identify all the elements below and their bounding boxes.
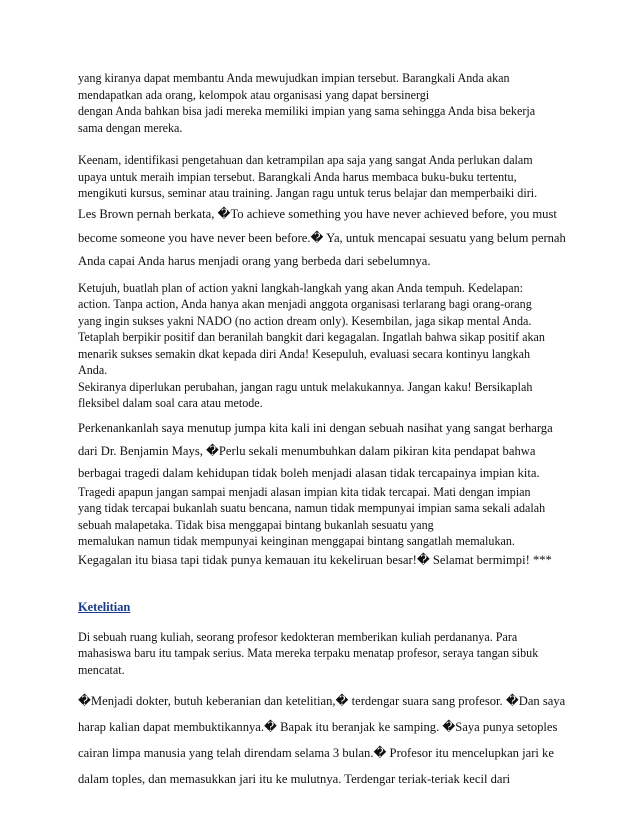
text-line: berbagai tragedi dalam kehidupan tidak boleh menjadi alasan tidak tercapainya impian kita.: [78, 465, 540, 480]
text-line: action. Tanpa action, Anda hanya akan menjadi anggota organisasi terlarang bagi orang-orang: [78, 297, 532, 311]
text-line: Ketujuh, buatlah plan of action yakni langkah-langkah yang akan Anda tempuh. Kedelapan:: [78, 280, 523, 295]
text-line: Anda capai Anda harus menjadi orang yang berbeda dari sebelumnya.: [78, 253, 431, 268]
text-line: dalam toples, dan memasukkan jari itu ke mulutnya. Terdengar teriak-teriak kecil dari: [78, 772, 511, 786]
text-line: mengikuti kursus, seminar atau training. Jangan ragu untuk terus belajar dan memperbaiki diri.: [78, 186, 538, 200]
text-line: mendapatkan ada orang, kelompok atau organisasi yang dapat bersinergi: [78, 87, 430, 102]
text-line: yang tidak tercapai bukanlah suatu bencana, namun tidak mempunyai impian sama sekali adalah: [78, 501, 546, 515]
text-line: memalukan namun tidak mempunyai keinginan menggapai bintang sangatlah memalukan.: [78, 534, 515, 548]
text-line: Tragedi apapun jangan sampai menjadi alasan impian kita tidak tercapai. Mati dengan impian: [78, 484, 531, 499]
paragraph-7: [78, 688, 566, 792]
paragraph-3: [78, 204, 566, 272]
text-line: yang kiranya dapat membantu Anda mewujudkan impian tersebut. Barangkali Anda akan: [78, 71, 510, 85]
text-line: sama dengan mereka.: [78, 120, 183, 135]
text-line: Kegagalan itu biasa tapi tidak punya kemauan itu kekeliruan besar!� Selamat bermimpi! ***: [78, 552, 552, 567]
text-line: Di sebuah ruang kuliah, seorang profesor kedokteran memberikan kuliah perdananya. Para: [78, 629, 518, 644]
paragraph-5: [78, 418, 560, 571]
text-line: sebuah malapetaka. Tidak bisa menggapai bintang bukanlah sesuatu yang: [78, 517, 434, 532]
paragraph-1: [78, 70, 560, 136]
text-line: cairan limpa manusia yang telah direndam selama 3 bulan.� Profesor itu mencelupkan jari ke: [78, 746, 554, 760]
text-line: Tetaplah berpikir positif dan beranilah bangkit dari kegagalan. Ingatlah bahwa sikap positif akan: [78, 330, 545, 344]
text-line: Anda.: [78, 363, 108, 377]
text-line: fleksibel dalam soal cara atau metode.: [78, 396, 263, 410]
text-line: dengan Anda bahkan bisa jadi mereka memiliki impian yang sama sehingga Anda bisa bekerja: [78, 104, 536, 118]
text-line: Les Brown pernah berkata, �To achieve something you have never achieved before, you must: [78, 206, 557, 221]
text-line: yang ingin sukses yakni NADO (no action dream only). Kesembilan, jaga sikap mental Anda.: [78, 313, 532, 328]
text-line: harap kalian dapat membuktikannya.� Bapak itu beranjak ke samping. �Saya punya setoples: [78, 720, 558, 734]
text-line: upaya untuk meraih impian tersebut. Barangkali Anda harus membaca buku-buku tertentu,: [78, 169, 517, 184]
section-heading-link[interactable]: Ketelitian: [78, 599, 131, 614]
paragraph-6: [78, 629, 560, 679]
document-page: [78, 70, 566, 792]
text-line: menarik sukses semakin dkat kepada diri Anda! Kesepuluh, evaluasi secara kontinyu langkah: [78, 346, 531, 361]
text-line: mencatat.: [78, 662, 125, 677]
text-line: Sekiranya diperlukan perubahan, jangan ragu untuk melakukannya. Jangan kaku! Bersikaplah: [78, 379, 533, 394]
paragraph-2: [78, 152, 560, 202]
text-line: become someone you have never been before.� Ya, untuk mencapai sesuatu yang belum pernah: [78, 230, 566, 245]
text-line: �Menjadi dokter, butuh keberanian dan ketelitian,� terdengar suara sang profesor. �Dan saya: [78, 694, 566, 708]
paragraph-4: [78, 280, 560, 412]
text-line: dari Dr. Benjamin Mays, �Perlu sekali menumbuhkan dalam pikiran kita pendapat bahwa: [78, 443, 536, 458]
text-line: Keenam, identifikasi pengetahuan dan ketrampilan apa saja yang sangat Anda perlukan dalam: [78, 153, 533, 167]
text-line: Perkenankanlah saya menutup jumpa kita kali ini dengan sebuah nasihat yang sangat berharga: [78, 420, 553, 435]
section-heading-wrapper: [78, 591, 560, 629]
text-line: mahasiswa baru itu tampak serius. Mata mereka terpaku menatap profesor, seraya tangan sibuk: [78, 646, 539, 660]
